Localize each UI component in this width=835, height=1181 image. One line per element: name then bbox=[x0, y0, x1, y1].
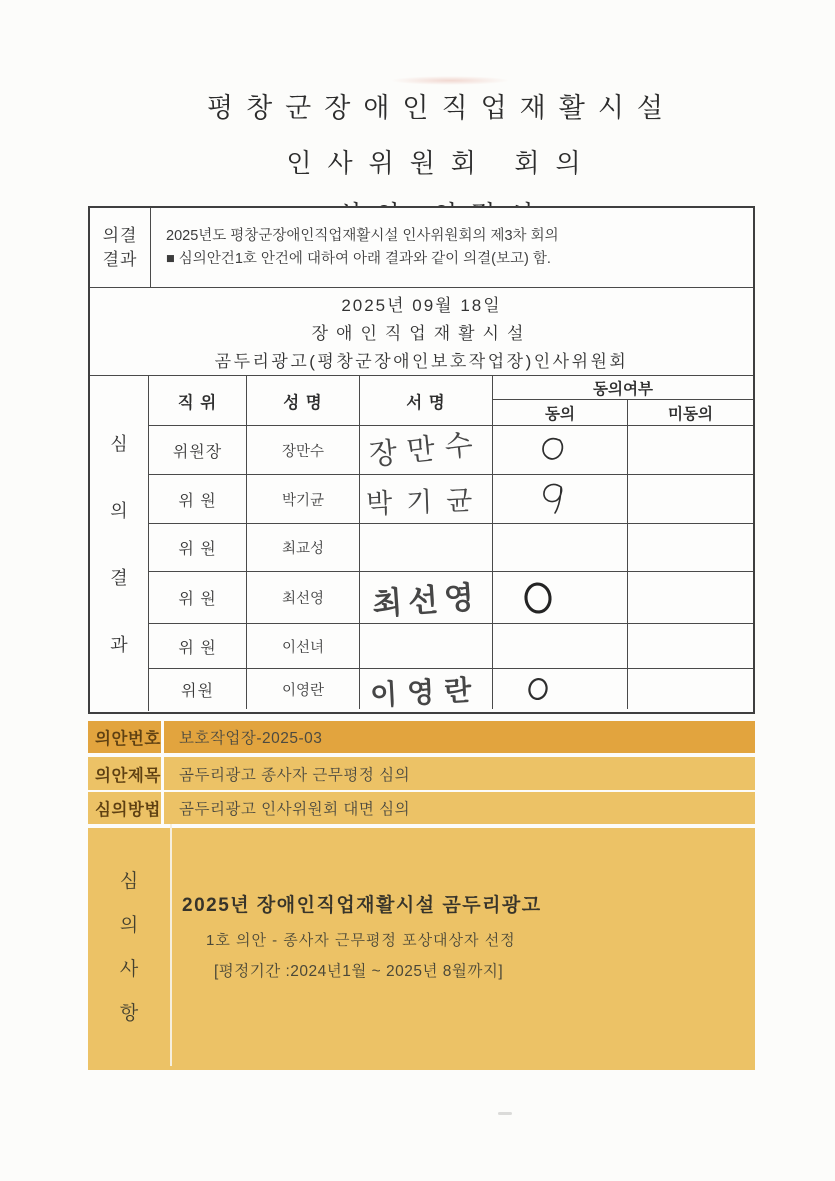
handwritten-signature: 장만수 bbox=[367, 427, 485, 472]
header-signature: 서 명 bbox=[360, 376, 493, 426]
handwritten-signature: 최선영 bbox=[371, 579, 482, 622]
scan-smudge bbox=[390, 76, 510, 85]
dissent-cell bbox=[628, 572, 753, 624]
scan-speck bbox=[498, 1112, 512, 1115]
committee-table bbox=[149, 376, 753, 711]
member-name: 이영란 bbox=[247, 669, 360, 709]
header-dissent: 미동의 bbox=[628, 400, 753, 426]
member-position: 위 원 bbox=[149, 624, 247, 669]
deliberation-line2: 1호 의안 - 종사자 근무평정 포상대상자 선정 bbox=[206, 931, 516, 949]
deliberation-side-label bbox=[88, 824, 172, 1066]
resolution-label-line2: 결과 bbox=[102, 249, 138, 269]
meeting-org-line2: 곰두리광고(평창군장애인보호작업장)인사위원회 bbox=[214, 352, 629, 371]
consent-mark-cell bbox=[493, 572, 628, 624]
meeting-date: 2025년 09월 18일 bbox=[341, 296, 502, 315]
header-consent: 동의 bbox=[493, 400, 628, 426]
agenda-title-value: 곰두리광고 종사자 근무평정 심의 bbox=[179, 766, 411, 784]
member-position: 위원 bbox=[149, 669, 247, 709]
consent-mark-cell bbox=[493, 426, 628, 475]
header-consent-group: 동의여부 bbox=[493, 376, 753, 400]
dissent-cell bbox=[628, 475, 753, 524]
member-name: 이선녀 bbox=[247, 624, 360, 669]
member-position: 위원장 bbox=[149, 426, 247, 475]
deliberation-line3: [평정기간 :2024년1월 ~ 2025년 8월까지] bbox=[214, 962, 504, 980]
consent-circle-mark bbox=[522, 580, 554, 616]
handwritten-signature: 이영란 bbox=[369, 674, 483, 711]
deliberation-content bbox=[172, 814, 755, 1056]
consent-mark-cell bbox=[493, 669, 628, 709]
side-label-char: 과 bbox=[110, 635, 128, 655]
committee-section bbox=[90, 376, 753, 711]
side-label-char: 의 bbox=[110, 501, 128, 521]
deliberation-line1: 2025년 장애인직업재활시설 곰두리광고 bbox=[182, 894, 542, 916]
resolution-text-line1: 2025년도 평창군장애인직업재활시설 인사위원회의 제3차 회의 bbox=[166, 227, 559, 244]
side-label-char: 결 bbox=[110, 568, 128, 588]
consent-circle-mark bbox=[536, 435, 570, 465]
agenda-method-label: 심의방법 bbox=[88, 792, 164, 824]
side-label-char: 의 bbox=[119, 914, 139, 936]
deliberation-section bbox=[88, 828, 755, 1070]
dissent-cell bbox=[628, 624, 753, 669]
title-line-1: 평창군장애인직업재활시설 bbox=[207, 93, 676, 123]
member-signature-cell bbox=[360, 524, 493, 572]
member-position: 위 원 bbox=[149, 524, 247, 572]
member-signature-cell bbox=[360, 572, 493, 624]
header-name: 성 명 bbox=[247, 376, 360, 426]
resolution-result-row bbox=[90, 208, 753, 288]
agenda-number-value: 보호작업장-2025-03 bbox=[179, 730, 323, 747]
header-position: 직 위 bbox=[149, 376, 247, 426]
agenda-method-value: 곰두리광고 인사위원회 대면 심의 bbox=[179, 801, 411, 818]
meeting-org-line1: 장애인직업재활시설 bbox=[311, 324, 532, 343]
side-label-char: 항 bbox=[119, 1002, 139, 1024]
member-signature-cell bbox=[360, 475, 493, 524]
member-name: 최선영 bbox=[247, 572, 360, 624]
consent-circle-mark bbox=[536, 479, 570, 519]
agenda-title-label: 의안제목 bbox=[88, 757, 164, 790]
member-signature-cell bbox=[360, 624, 493, 669]
member-position: 위 원 bbox=[149, 572, 247, 624]
member-name: 최교성 bbox=[247, 524, 360, 572]
dissent-cell bbox=[628, 669, 753, 709]
handwritten-signature: 박기균 bbox=[365, 484, 487, 519]
resolution-text-line2: ■ 심의안건1호 안건에 대하여 아래 결과와 같이 의결(보고) 함. bbox=[166, 250, 551, 267]
agenda-title-row bbox=[88, 757, 755, 790]
title-line-2: 인사위원회 회의 bbox=[286, 149, 597, 178]
member-name: 박기균 bbox=[247, 475, 360, 524]
consent-mark-cell bbox=[493, 475, 628, 524]
side-label-char: 심 bbox=[110, 434, 128, 454]
consent-mark-cell bbox=[493, 624, 628, 669]
member-name: 장만수 bbox=[247, 426, 360, 475]
consent-circle-mark bbox=[526, 676, 550, 702]
member-position: 위 원 bbox=[149, 475, 247, 524]
resolution-label-line1: 의결 bbox=[102, 225, 138, 245]
member-signature-cell bbox=[360, 669, 493, 709]
dissent-cell bbox=[628, 524, 753, 572]
resolution-result-content bbox=[151, 208, 753, 287]
agenda-number-row bbox=[88, 721, 755, 753]
member-signature-cell bbox=[360, 426, 493, 475]
resolution-result-label bbox=[90, 208, 151, 287]
side-label-char: 사 bbox=[119, 958, 139, 980]
dissent-cell bbox=[628, 426, 753, 475]
resolution-table bbox=[88, 206, 755, 714]
meeting-info-row bbox=[90, 288, 753, 376]
committee-side-label bbox=[90, 376, 149, 711]
agenda-number-label: 의안번호 bbox=[88, 721, 164, 753]
consent-mark-cell bbox=[493, 524, 628, 572]
side-label-char: 심 bbox=[119, 870, 139, 892]
